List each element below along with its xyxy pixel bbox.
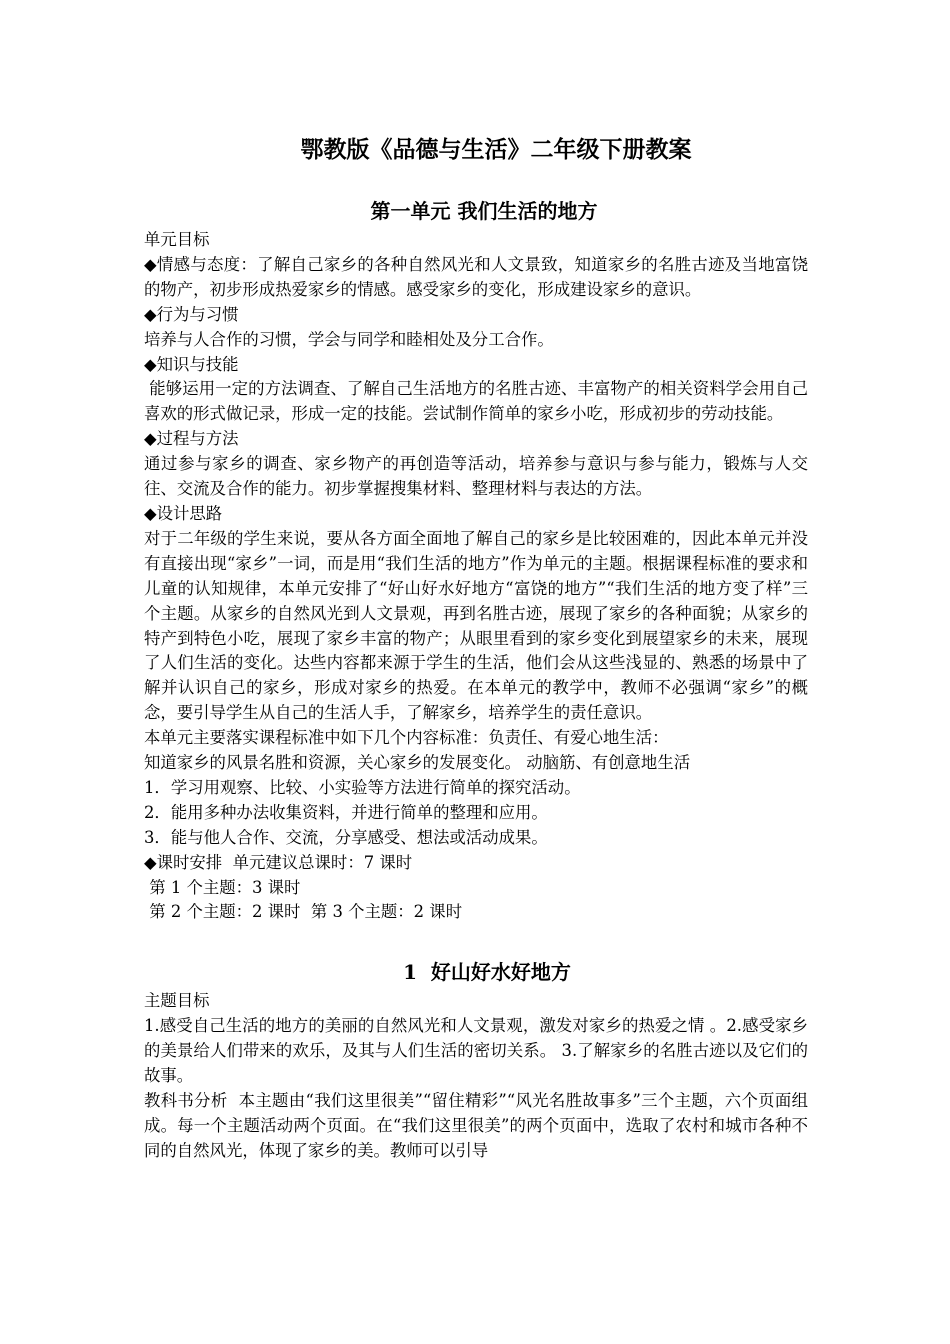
emotion-attitude-paragraph: ◆情感与态度：了解自己家乡的各种自然风光和人文景致，知道家乡的名胜古迹及当地富饶的物产，初步形成热爱家乡的情感。感受家乡的变化，形成建设家乡的意识。 (144, 254, 808, 299)
behavior-habit-paragraph: 培养与人合作的习惯，学会与同学和睦相处及分工合作。 (144, 329, 554, 349)
document-title: 鄂教版《品德与生活》二年级下册教案 (300, 136, 692, 163)
content-standard-item: 知道家乡的风景名胜和资源，关心家乡的发展变化。 动脑筋、有创意地生活 (144, 753, 691, 773)
design-idea-heading: ◆设计思路 (144, 503, 223, 523)
schedule-theme-1: 第 1 个主题：3 课时 (144, 877, 301, 897)
unit-body (144, 228, 808, 925)
textbook-analysis-paragraph: 教科书分析 本主题由“我们这里很美”“留住精彩”“风光名胜故事多”三个主题，六个页面组成。每一个主题活动两个页面。在“我们这里很美”的两个页面中，选取了农村和城市各种不同的自然风光，体现了家乡的美。教师可以引导 (144, 1091, 808, 1160)
schedule-heading: ◆课时安排 单元建议总课时：7 课时 (144, 852, 413, 872)
theme-title: 1 好山好水好地方 (403, 960, 571, 985)
schedule-theme-2-3: 第 2 个主题：2 课时 第 3 个主题：2 课时 (144, 902, 463, 922)
knowledge-skill-paragraph: 能够运用一定的方法调查、了解自己生活地方的名胜古迹、丰富物产的相关资料学会用自己喜欢的形式做记录，形成一定的技能。尝试制作简单的家乡小吃，形成初步的劳动技能。 (144, 379, 808, 424)
document-page (144, 130, 808, 1164)
standard-list-item-1: 1．学习用观察、比较、小实验等方法进行简单的探究活动。 (144, 777, 581, 797)
unit-goal-heading: 单元目标 (144, 230, 210, 249)
theme-goal-paragraph: 1.感受自己生活的地方的美丽的自然风光和人文景观，激发对家乡的热爱之情 。2.感受家乡的美景给人们带来的欢乐，及其与人们生活的密切关系。 3.了解家乡的名胜古迹以及它们的故事。 (144, 1016, 808, 1086)
theme-goal-heading: 主题目标 (144, 991, 210, 1011)
unit-title: 第一单元 我们生活的地方 (370, 199, 598, 223)
knowledge-skill-heading: ◆知识与技能 (144, 354, 239, 374)
theme-body (144, 989, 808, 1163)
design-idea-paragraph: 对于二年级的学生来说，要从各方面全面地了解自己的家乡是比较困难的，因此本单元并没有直接出现“家乡”一词，而是用“我们生活的地方”作为单元的主题。根据课程标准的要求和儿童的认知规律，本单元安排了“好山好水好地方“富饶的地方”“我们生活的地方变了样”三个主题。从家乡的自然风光到人文景观，再到名胜古迹，展现了家乡的各种面貌；从家乡的特产到特色小吃，展现了家乡丰富的物产；从眼里看到的家乡变化到展望家乡的未来，展现了人们生活的变化。达些内容都来源于学生的生活，他们会从这些浅显的、熟悉的场景中了解并认识自己的家乡，形成对家乡的热爱。在本单元的教学中，教师不必强调“家乡”的概念，要引导学生从自己的生活人手，了解家乡，培养学生的责任意识。 (144, 528, 808, 723)
behavior-habit-heading: ◆行为与习惯 (144, 304, 239, 324)
standard-list-item-2: 2．能用多种办法收集资料，并进行简单的整理和应用。 (144, 802, 548, 822)
content-standard-intro: 本单元主要落实课程标准中如下几个内容标准：负责任、有爱心地生活： (144, 728, 669, 748)
process-method-paragraph: 通过参与家乡的调查、家乡物产的再创造等活动，培养参与意识与参与能力，锻炼与人交往、交流及合作的能力。初步掌握搜集材料、整理材料与表达的方法。 (144, 454, 808, 499)
process-method-heading: ◆过程与方法 (144, 429, 239, 449)
standard-list-item-3: 3．能与他人合作、交流，分享感受、想法或活动成果。 (144, 827, 548, 847)
